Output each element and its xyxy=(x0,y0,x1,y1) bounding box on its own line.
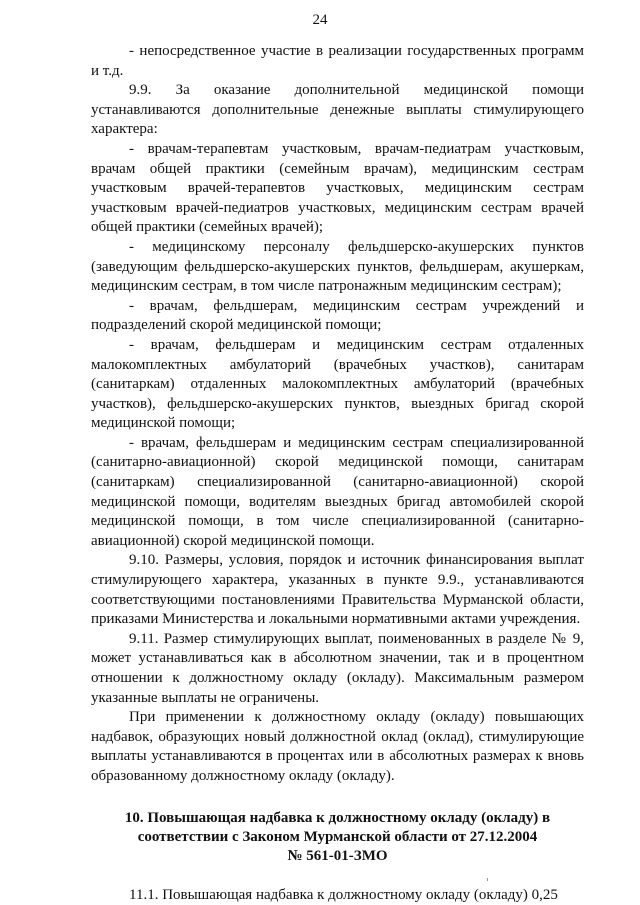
document-body xyxy=(91,42,584,905)
list-item-air-ambulance: - врачам, фельдшерам и медицинским сестрам специализированной (санитарно-авиационной) скорой медицинской помощи, санитарам (санитаркам) специализированной (санитарно-авиационной) скорой медицинской помощи, водителям выездных бригад автомобилей скорой медицинской помощи, в том числе специализированной (санитарно-авиационной) скорой медицинской помощи. xyxy=(91,434,584,549)
section-heading-line: соответствии с Законом Мурманской области от 27.12.2004 xyxy=(137,828,538,845)
section-heading-line: № 561-01-ЗМО xyxy=(287,847,388,864)
list-item-ambulance: - врачам, фельдшерам, медицинским сестрам учреждений и подразделений скорой медицинской помощи; xyxy=(91,297,584,334)
section-heading-line: 10. Повышающая надбавка к должностному окладу (окладу) в xyxy=(124,809,551,826)
section-heading-10 xyxy=(91,809,584,866)
paragraph-11-1: 11.1. Повышающая надбавка к должностному окладу (окладу) 0,25 xyxy=(129,886,558,903)
list-item-remote-clinics: - врачам, фельдшерам и медицинским сестрам отдаленных малокомплектных амбулаторий (врачебных участков), санитарам (санитаркам) отдаленных малокомплектных амбулаторий (врачебных участков), фельдшерско-акушерских пунктов, выездных бригад скорой медицинской помощи; xyxy=(91,336,584,432)
paragraph-9-9: 9.9. За оказание дополнительной медицинской помощи устанавливаются дополнительные денежные выплаты стимулирующего характера: xyxy=(91,82,584,138)
paragraph-9-10: 9.10. Размеры, условия, порядок и источник финансирования выплат стимулирующего характера, указанных в пункте 9.9., устанавливаются соответствующими постановлениями Правительства Мурманской области, приказами Министерства и локальными нормативными актами учреждения. xyxy=(91,552,584,628)
scan-mark xyxy=(487,878,488,881)
list-item-feldsher-points: - медицинскому персоналу фельдшерско-акушерских пунктов (заведующим фельдшерско-акушерских пунктов, фельдшерам, акушеркам, медицинским сестрам, в том числе патронажным медицинским сестрам); xyxy=(91,238,584,295)
list-item-district-doctors: - врачам-терапевтам участковым, врачам-педиатрам участковым, врачам общей практики (семейным врачам), медицинским сестрам участковым врачей-терапевтов участковых, медицинским сестрам участковым врачей-педиатров участковых, медицинским сестрам врачей общей практики (семейных врачей); xyxy=(91,140,584,236)
paragraph-program-participation: - непосредственное участие в реализации государственных программ и т.д. xyxy=(91,43,584,79)
paragraph-9-11: 9.11. Размер стимулирующих выплат, поименованных в разделе № 9, может устанавливаться как в абсолютном значении, так и в процентном отношении к должностному окладу (окладу). Максимальным размером указанные выплаты не ограничены. xyxy=(91,630,584,706)
page-number: 24 xyxy=(312,12,328,28)
paragraph-allowance-application: При применении к должностному окладу (окладу) повышающих надбавок, образующих новый должностной оклад (оклад), стимулирующие выплаты устанавливаются в процентах или в абсолютных размерах к вновь образованному должностному окладу (окладу). xyxy=(91,709,584,784)
